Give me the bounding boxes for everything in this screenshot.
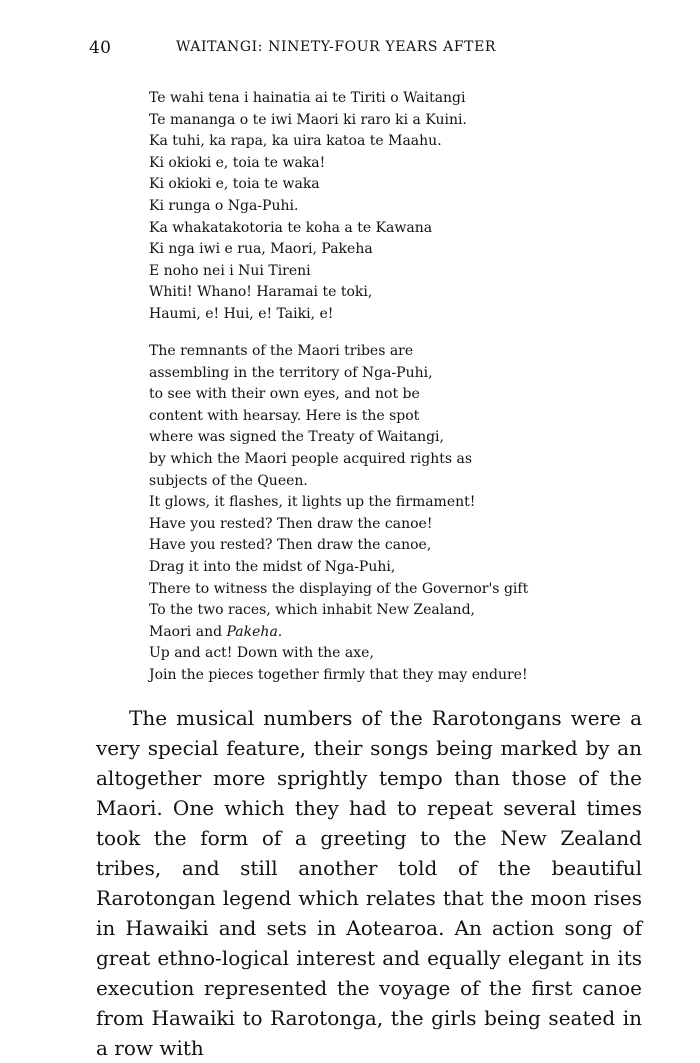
- english-verse-line: subjects of the Queen.: [149, 472, 308, 489]
- maori-and-pakeha-line: [149, 622, 669, 644]
- maori-verse-line: Ki okioki e, toia te waka!: [149, 154, 326, 171]
- english-verse-line: where was signed the Treaty of Waitangi,: [149, 429, 444, 446]
- maori-verse-line: Te wahi tena i hainatia ai te Tiriti o Waitangi: [149, 90, 466, 106]
- maori-verse-line: Haumi, e! Hui, e! Taiki, e!: [149, 305, 334, 322]
- english-verse-line: To the two races, which inhabit New Zealand,: [149, 602, 475, 619]
- page-header: [89, 38, 569, 60]
- english-verse-line: Have you rested? Then draw the canoe,: [149, 537, 432, 554]
- line-suffix: .: [277, 623, 283, 640]
- english-verse-line: content with hearsay. Here is the spot: [149, 407, 420, 424]
- maori-verse-line: Whiti! Whano! Haramai te toki,: [149, 284, 373, 301]
- page-number: 40: [89, 38, 112, 58]
- english-verse-line: assembling in the territory of Nga-Puhi,: [149, 364, 433, 381]
- body-paragraph: The musical numbers of the Rarotongans were a very special feature, their songs being marked by an altogether more sprightly tempo than those of the Maori. One which they had to repeat several times took the form of a greeting to the New Zealand tribes, and still another told of the beautiful Rarotongan legend which relates that the moon rises in Hawaiki and sets in Aotearoa. An action song of great ethno-logical interest and equally elegant in its execution represented the voyage of the first canoe from Hawaiki to Rarotonga, the girls being seated in a row with: [96, 706, 642, 1060]
- maori-verse-line: Ki runga o Nga-Puhi.: [149, 197, 299, 214]
- maori-verse-line: Ka tuhi, ka rapa, ka uira katoa te Maahu.: [149, 133, 442, 150]
- pakeha-italic-word: Pakeha: [226, 623, 278, 640]
- english-verse-line: It glows, it flashes, it lights up the firmament!: [149, 494, 476, 511]
- maori-verse-line: E noho nei i Nui Tireni: [149, 262, 311, 279]
- english-translation: [149, 341, 669, 687]
- english-verse-line: Have you rested? Then draw the canoe!: [149, 515, 433, 532]
- english-verse-line: There to witness the displaying of the Governor's gift: [149, 580, 529, 597]
- english-verse-line: to see with their own eyes, and not be: [149, 386, 420, 403]
- english-verse-line: Up and act! Down with the axe,: [149, 645, 374, 662]
- maori-verse-line: Ki nga iwi e rua, Maori, Pakeha: [149, 241, 373, 258]
- english-verse-line: The remnants of the Maori tribes are: [149, 343, 414, 359]
- maori-verse-line: Ka whakatakotoria te koha a te Kawana: [149, 219, 433, 236]
- maori-verse: [149, 88, 669, 326]
- english-verse-line: Drag it into the midst of Nga-Puhi,: [149, 558, 396, 575]
- english-verse-line: by which the Maori people acquired rights as: [149, 450, 473, 467]
- english-verse-line: Join the pieces together firmly that they may endure!: [149, 666, 528, 683]
- maori-verse-line: Te mananga o te iwi Maori ki raro ki a Kuini.: [149, 111, 467, 128]
- line-prefix: Maori and: [149, 623, 227, 640]
- maori-verse-line: Ki okioki e, toia te waka: [149, 176, 320, 193]
- running-title: WAITANGI: NINETY-FOUR YEARS AFTER: [176, 39, 497, 55]
